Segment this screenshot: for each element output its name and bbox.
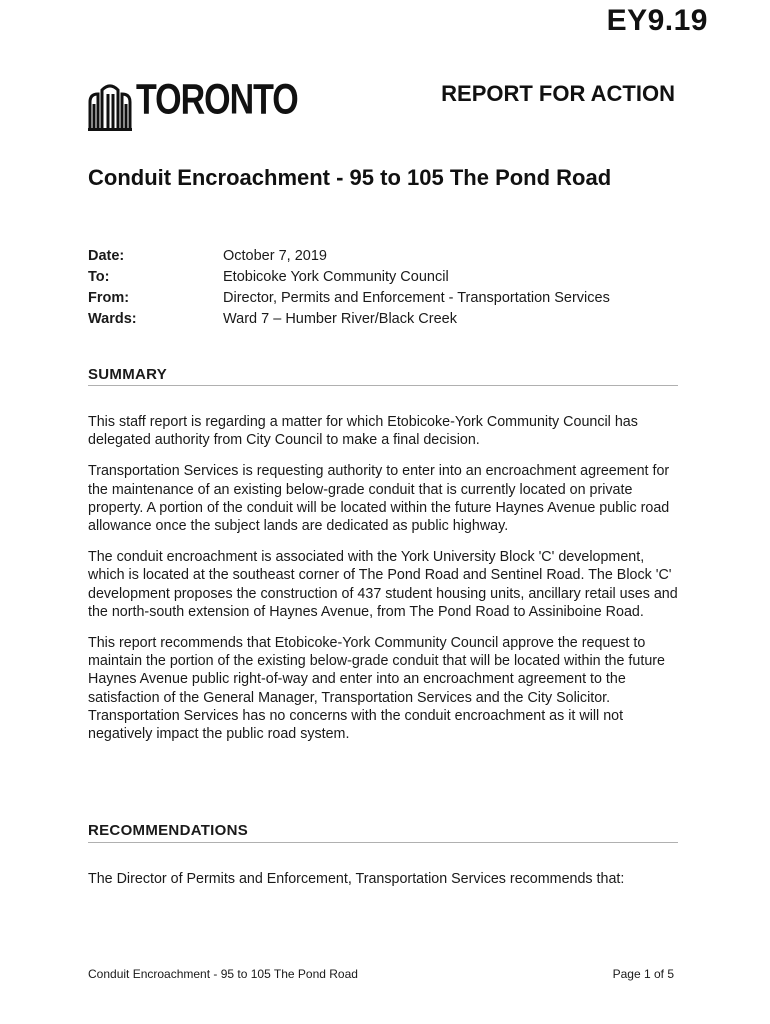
city-hall-icon: [88, 80, 132, 132]
meta-row-from: [88, 288, 610, 309]
from-value: Director, Permits and Enforcement - Transportation Services: [223, 290, 610, 306]
to-value: Etobicoke York Community Council: [223, 269, 449, 285]
summary-paragraph: The conduit encroachment is associated with the York University Block 'C' development, which is located at the southeast corner of The Pond Road and Sentinel Road. The Block 'C' development proposes the construction of 437 student housing units, ancillary retail uses and the north-south extension of Haynes Avenue, from The Pond Road to Assiniboine Road.: [88, 549, 678, 620]
from-label: From:: [88, 290, 130, 306]
recommendations-divider: [88, 842, 678, 843]
agenda-item-code: EY9.19: [606, 4, 708, 37]
date-value: October 7, 2019: [223, 248, 327, 264]
date-label: Date:: [88, 248, 125, 264]
summary-body: [88, 413, 678, 756]
wards-value: Ward 7 – Humber River/Black Creek: [223, 311, 457, 327]
page-number: Page 1 of 5: [612, 967, 674, 981]
summary-paragraph: This staff report is regarding a matter for which Etobicoke-York Community Council has delegated authority from City Council to make a final decision.: [88, 414, 638, 449]
summary-paragraph: This report recommends that Etobicoke-York Community Council approve the request to maintain the portion of the existing below-grade conduit that will be located within the future Haynes Avenue public right-of-way and enter into an encroachment agreement to the satisfaction of the General Manager, Transportation Services and the City Solicitor. Transportation Services has no concerns with the conduit encroachment as it will not negatively impact the public road system.: [88, 635, 665, 743]
meta-row-date: [88, 246, 610, 267]
recommendations-intro: The Director of Permits and Enforcement, Transportation Services recommends that:: [88, 871, 625, 887]
page-title: Conduit Encroachment - 95 to 105 The Pond Road: [88, 165, 612, 190]
recommendations-heading: RECOMMENDATIONS: [88, 822, 249, 839]
footer-title: Conduit Encroachment - 95 to 105 The Pond Road: [88, 967, 358, 981]
logo-wordmark: TORONTO: [136, 75, 298, 124]
to-label: To:: [88, 269, 110, 285]
report-meta: [88, 246, 610, 330]
toronto-logo: [88, 70, 298, 132]
summary-divider: [88, 385, 678, 386]
summary-heading: SUMMARY: [88, 366, 168, 383]
meta-row-to: [88, 267, 610, 288]
wards-label: Wards:: [88, 311, 137, 327]
summary-paragraph: Transportation Services is requesting authority to enter into an encroachment agreement for the maintenance of an existing below-grade conduit that is currently located on private property. A portion of the conduit will be located within the future Haynes Avenue public road allowance once the subject lands are dedicated as public highway.: [88, 463, 670, 535]
report-type: REPORT FOR ACTION: [441, 81, 675, 106]
meta-row-wards: [88, 309, 610, 330]
